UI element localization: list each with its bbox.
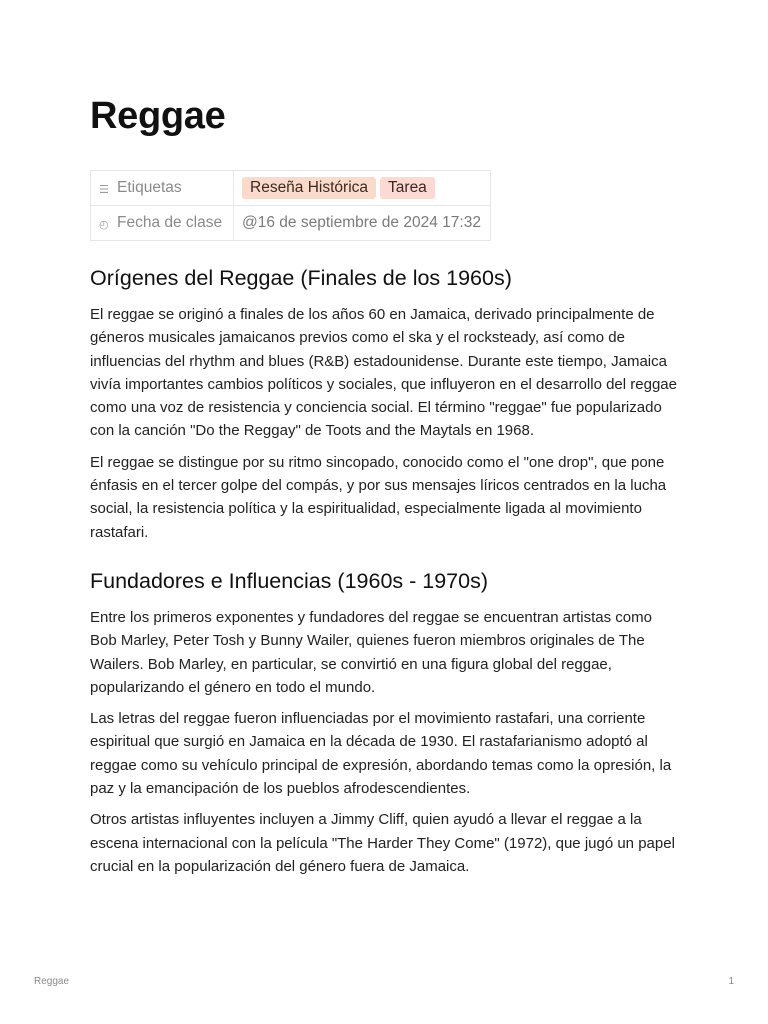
- paragraph: Otros artistas influyentes incluyen a Jimmy Cliff, quien ayudó a llevar el reggae a la escena internacional con la película "The Harder They Come" (1972), que jugó un papel crucial en la popularización del género fuera de Jamaica.: [90, 811, 675, 875]
- property-value-date[interactable]: @16 de septiembre de 2024 17:32: [234, 206, 491, 241]
- section-heading: Orígenes del Reggae (Finales de los 1960s): [90, 266, 512, 290]
- page-number: 1: [728, 976, 734, 987]
- paragraph: El reggae se distingue por su ritmo sincopado, conocido como el "one drop", que pone énfasis en el tercer golpe del compás, y por sus mensajes líricos centrados en la lucha social, la resistencia política y la espiritualidad, especialmente ligada al movimiento rastafari.: [90, 453, 667, 541]
- footer-title: Reggae: [34, 976, 70, 987]
- page-title: Reggae: [90, 95, 226, 137]
- section-heading: Fundadores e Influencias (1960s - 1970s): [90, 568, 488, 593]
- document-page: [90, 92, 680, 886]
- properties-table: [90, 170, 491, 241]
- paragraph: Entre los primeros exponentes y fundadores del reggae se encuentran artistas como Bob Marley, Peter Tosh y Bunny Wailer, quienes fueron miembros originales de The Wailers. Bob Marley, en particular, se convirtió en una figura global del reggae, popularizando el género en todo el mundo.: [90, 608, 652, 696]
- property-row-date: [91, 206, 491, 241]
- property-value-tags[interactable]: [234, 171, 491, 206]
- list-icon: ☰: [99, 184, 109, 196]
- paragraph: Las letras del reggae fueron influenciadas por el movimiento rastafari, una corriente espiritual que surgió en Jamaica en la década de 1930. El rastafarianismo adoptó al reggae como su vehículo principal de expresión, abordando temas como la opresión, la paz y la emancipación de los pueblos afrodescendientes.: [90, 710, 672, 798]
- tag-badge[interactable]: Reseña Histórica: [242, 177, 376, 199]
- property-row-tags: [91, 171, 491, 206]
- tag-badge[interactable]: Tarea: [380, 177, 435, 199]
- date-label: Fecha de clase: [117, 214, 223, 231]
- property-key-tags: [91, 171, 234, 206]
- property-key-date: [91, 206, 234, 241]
- paragraph: El reggae se originó a finales de los años 60 en Jamaica, derivado principalmente de géneros musicales jamaicanos previos como el ska y el rocksteady, así como de influencias del rhythm and blues (R&B) estadounidense. Durante este tiempo, Jamaica vivía importantes cambios políticos y sociales, que influyeron en el desarrollo del reggae como una voz de resistencia y conciencia social. El término "reggae" fue popularizado con la canción "Do the Reggay" de Toots and the Maytals en 1968.: [90, 306, 677, 440]
- clock-icon: ◴: [99, 219, 109, 231]
- tags-label: Etiquetas: [117, 179, 182, 196]
